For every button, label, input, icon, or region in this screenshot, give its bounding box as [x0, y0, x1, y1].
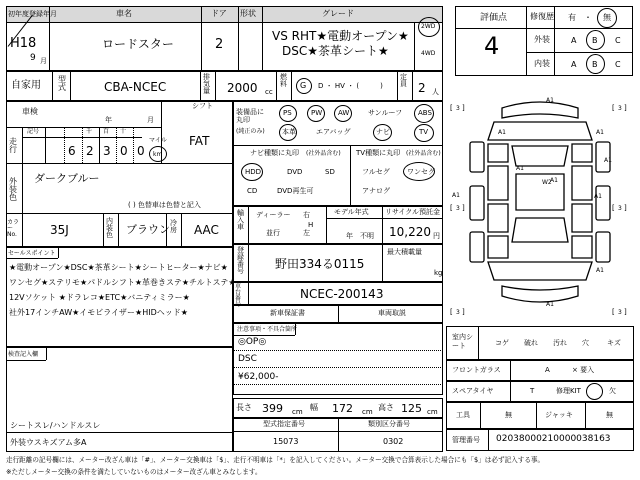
- equip-ps: PS: [283, 109, 292, 117]
- tv-label: TV種類に丸印: [356, 149, 401, 157]
- len-label: 長さ: [236, 403, 252, 412]
- ac-value: AAC: [194, 223, 219, 237]
- notes-line-2: DSC: [238, 354, 257, 364]
- notes-label: 注意事項・不具合箇所: [237, 326, 298, 333]
- diagram-bracket: 3: [618, 309, 622, 316]
- diagram-mark: A1: [516, 165, 524, 172]
- navi-dvd: DVD: [287, 168, 303, 176]
- type-value: CBA-NCEC: [104, 80, 167, 94]
- navi-cd: CD: [247, 187, 258, 195]
- spare-none: 欠: [609, 387, 616, 395]
- notes-line-3: ¥62,000-: [238, 372, 279, 382]
- mileage-col-ten: 十: [120, 128, 127, 135]
- svg-text:[: [: [450, 308, 453, 316]
- mileage-label: 走行: [9, 137, 17, 154]
- svg-text:[: [: [612, 308, 615, 316]
- interior-seat-label: 室内シート: [452, 333, 473, 351]
- equipment-sub: (純正のみ): [236, 128, 265, 135]
- wid-label: 幅: [310, 403, 318, 412]
- color-value: ダークブルー: [34, 172, 100, 185]
- 4wd-label: 4WD: [421, 50, 436, 57]
- svg-text:[: [: [612, 204, 615, 212]
- interior-color-label: 内装色: [106, 217, 113, 239]
- seat-tear: 破れ: [524, 339, 538, 347]
- color-code-label: カラーNo.: [7, 219, 20, 238]
- shape-label: 形状: [240, 9, 256, 18]
- cap-label: 定員: [400, 73, 407, 88]
- diagram-bracket: 3: [456, 309, 460, 316]
- grade-line-1: VS RHT★電動オープン★: [272, 29, 409, 43]
- model-year-value: 年 不明: [346, 232, 374, 240]
- color-label: 外装色: [9, 177, 17, 202]
- equip-aw: AW: [338, 109, 350, 117]
- equip-navi: ナビ: [376, 128, 390, 136]
- inspector-box: [6, 347, 233, 452]
- jack-label: ジャッキ: [545, 411, 573, 419]
- interior-b: B: [592, 60, 598, 69]
- hgt-value: 125: [401, 402, 422, 415]
- diagram-bracket: 3: [618, 205, 622, 212]
- equip-abs: ABS: [418, 109, 432, 117]
- sales-line: ワンセグ★ステリモ★パドルシフト★革巻きステ★チルトステ★: [9, 278, 236, 287]
- grade-label: グレード: [322, 9, 354, 18]
- fuel-value: G: [300, 81, 307, 90]
- shift-label: シフト: [192, 102, 213, 110]
- score-label: 評価点: [480, 13, 508, 23]
- plate-label: 登録番号: [237, 246, 244, 275]
- disp-label: 排気量: [203, 73, 210, 95]
- windshield-x: × 要入: [572, 366, 595, 374]
- mileage-col-thousand: 千: [86, 128, 93, 135]
- interior-label: 内装: [534, 59, 550, 68]
- usage-value: 自家用: [11, 80, 41, 91]
- import-parallel: 並行: [266, 229, 280, 237]
- mileage-col-hundred: 百: [103, 128, 110, 135]
- manual-label: 車両取説: [378, 309, 406, 317]
- type-no-value: 15073: [273, 437, 299, 446]
- cap-unit: 人: [432, 88, 439, 96]
- import-left: 左: [303, 229, 310, 237]
- car-name: ロードスター: [102, 37, 174, 51]
- reg-month: 9: [30, 53, 36, 63]
- svg-text:]: ]: [624, 104, 627, 112]
- hgt-unit: cm: [427, 408, 438, 416]
- diagram-mark: A1: [596, 129, 604, 136]
- plate-value: 野田334る0115: [275, 257, 365, 271]
- disp-unit: cc: [265, 88, 273, 96]
- diagram-mark: A1: [546, 301, 554, 308]
- door-label: ドア: [211, 9, 227, 18]
- category-label: 類別区分番号: [368, 420, 410, 428]
- seat-burn: コゲ: [495, 339, 509, 347]
- diagram-bracket: 3: [456, 205, 460, 212]
- mileage-digit: 0: [120, 144, 128, 158]
- navi-hdd: HDD: [245, 168, 262, 176]
- navi-sd: SD: [325, 168, 335, 176]
- interior-color-value: ブラウン: [126, 223, 170, 236]
- sales-line: 12Vソケット ★ドラレコ★ETC★バニティミラー★: [9, 293, 190, 302]
- svg-text:]: ]: [624, 308, 627, 316]
- inspection-year: 年: [105, 116, 112, 124]
- repair-label: 修復歴: [530, 12, 554, 21]
- mileage-digit: 3: [103, 144, 111, 158]
- navi-dvd-play: DVD再生可: [277, 187, 314, 195]
- navi-label: ナビ種類に丸印: [250, 149, 299, 157]
- ac-label: 冷房: [170, 219, 177, 234]
- tv-oneseg: ワンセグ: [407, 168, 435, 176]
- max-load-unit: kg: [434, 269, 443, 277]
- equipment-label: 装備品に丸印: [236, 108, 264, 125]
- exterior-b: B: [592, 36, 598, 45]
- inspection-label: 車検: [22, 107, 38, 116]
- wid-value: 172: [332, 402, 353, 415]
- reg-date-label: 初年度登録年月: [8, 10, 57, 18]
- equip-sunroof: サンルーフ: [368, 109, 403, 117]
- sales-line: ★電動オープン★DSC★茶革シート★シートヒーター★ナビ★: [9, 263, 228, 272]
- recycle-label: リサイクル預託金: [385, 208, 441, 216]
- equip-airbag: エアバッグ: [316, 128, 351, 136]
- len-unit: cm: [292, 408, 303, 416]
- diagram-mark: A1: [452, 192, 460, 199]
- jack-none: 無: [606, 411, 613, 419]
- svg-text:[: [: [612, 104, 615, 112]
- diagram-bracket: 3: [456, 105, 460, 112]
- diagram-mark: A1: [596, 267, 604, 274]
- interior-a: A: [571, 60, 577, 69]
- fuel-rest: D ・ HV ・ ( ): [318, 82, 383, 90]
- tools-label: 工具: [456, 411, 470, 419]
- svg-text:[: [: [450, 204, 453, 212]
- color-note: ( ) 色替車は色替と記入: [128, 201, 201, 209]
- wid-unit: cm: [362, 408, 373, 416]
- tools-none: 無: [505, 411, 512, 419]
- equip-leather: 本革: [282, 128, 296, 136]
- inspector-line-1: シートスレ/ハンドルスレ: [10, 421, 101, 430]
- grade-line-2: DSC★茶革シート★: [282, 44, 389, 58]
- footer-line-1: 走行距離の記号欄には、メーター改ざん車は「#」、メーター交換車は「$」、走行不明車は「*」を記入してください。メーター交換で合算表示した場合にも「$」は必ず記入する事。: [6, 456, 545, 464]
- footer-line-2: ※ただしメーター交換の条件を満たしていないものはメーター改ざん車とみなします。: [6, 468, 262, 476]
- repair-yes: 有: [568, 13, 576, 22]
- spare-t: T: [530, 387, 535, 395]
- car-damage-diagram: [446, 82, 634, 322]
- svg-text:]: ]: [462, 204, 465, 212]
- spare-kit: 修理KIT: [556, 387, 581, 395]
- exterior-label: 外装: [534, 35, 550, 44]
- repair-none: 無: [603, 13, 611, 22]
- import-right: 右: [303, 211, 310, 219]
- exterior-c: C: [615, 36, 621, 45]
- diagram-bracket: 3: [618, 105, 622, 112]
- mileage-unit-km: km: [153, 151, 163, 158]
- shift-value: FAT: [189, 134, 210, 148]
- svg-text:]: ]: [462, 104, 465, 112]
- interior-c: C: [615, 60, 621, 69]
- fuel-label: 燃料: [280, 73, 287, 88]
- svg-text:]: ]: [462, 308, 465, 316]
- hgt-label: 高さ: [378, 403, 394, 412]
- svg-text:]: ]: [624, 204, 627, 212]
- mileage-digit: 6: [68, 144, 76, 158]
- mileage-digit: 0: [137, 144, 145, 158]
- diagram-mark: A1: [594, 193, 602, 200]
- warranty-label: 新車保証書: [270, 309, 305, 317]
- exterior-a: A: [571, 36, 577, 45]
- recycle-value: 10,220: [389, 225, 431, 239]
- car-name-label: 車名: [116, 9, 132, 18]
- import-dealer: ディーラー: [256, 211, 291, 219]
- mgmt-value: 020380002100000381​63: [496, 434, 611, 444]
- tv-sub: (社外品含む): [406, 150, 441, 157]
- interior-seat-row: [446, 326, 634, 360]
- sales-point-label: セールスポイント: [8, 250, 56, 257]
- max-load-label: 最大積載量: [387, 248, 422, 256]
- spare-label: スペアタイヤ: [452, 387, 494, 395]
- inspector-line-2: 外装ウスキズアム多A: [10, 438, 87, 447]
- tv-fullseg: フルセグ: [362, 168, 390, 176]
- model-year-label: モデル年式: [334, 208, 369, 216]
- chassis-label: 車台番号: [235, 283, 242, 308]
- notes-line-1: ◎OP◎: [238, 337, 267, 347]
- windshield-a: A: [545, 366, 550, 374]
- diagram-mark: A1: [550, 177, 558, 184]
- score-value: 4: [484, 32, 500, 60]
- 2wd-label: 2WD: [421, 23, 436, 30]
- sales-line: 社外17インチAW★イモビライザー★HIDヘッド★: [9, 308, 188, 317]
- tv-analog: アナログ: [362, 187, 390, 195]
- diagram-mark: A1: [604, 157, 612, 164]
- len-value: 399: [262, 402, 283, 415]
- type-label: 型式: [58, 75, 66, 92]
- reg-month-unit: 月: [40, 57, 47, 65]
- seat-scratch: キズ: [607, 339, 621, 347]
- mileage-col-code: 記号: [27, 128, 40, 135]
- equip-tv: TV: [419, 128, 429, 136]
- diagram-mark: W2: [542, 179, 552, 186]
- diagram-mark: A1: [498, 129, 506, 136]
- recycle-unit: 円: [433, 232, 440, 240]
- mileage-digit: 2: [86, 144, 94, 158]
- inspector-label: 検査記入欄: [8, 351, 39, 358]
- type-no-label: 型式指定番号: [263, 420, 305, 428]
- diagram-mark: A1: [546, 97, 554, 104]
- doors: 2: [215, 37, 224, 52]
- seat-hole: 穴: [582, 339, 589, 347]
- windshield-label: フロントガラス: [452, 366, 501, 374]
- import-label: 輸入車: [237, 209, 244, 231]
- mgmt-label: 管理番号: [452, 436, 480, 444]
- mileage-unit-mile: マイル: [149, 137, 167, 144]
- navi-sub: (社外品含む): [306, 150, 341, 157]
- inspection-month: 月: [147, 116, 154, 124]
- disp-value: 2000: [227, 81, 258, 95]
- category-value: 0302: [383, 437, 404, 446]
- import-h: H: [308, 221, 314, 229]
- reg-year: H18: [10, 36, 37, 51]
- cap-value: 2: [418, 81, 426, 95]
- seat-dirt: 汚れ: [553, 339, 567, 347]
- svg-text:[: [: [450, 104, 453, 112]
- chassis-value: NCEC-200143: [300, 287, 384, 301]
- color-code-value: 35J: [50, 223, 69, 237]
- equip-pw: PW: [311, 109, 323, 117]
